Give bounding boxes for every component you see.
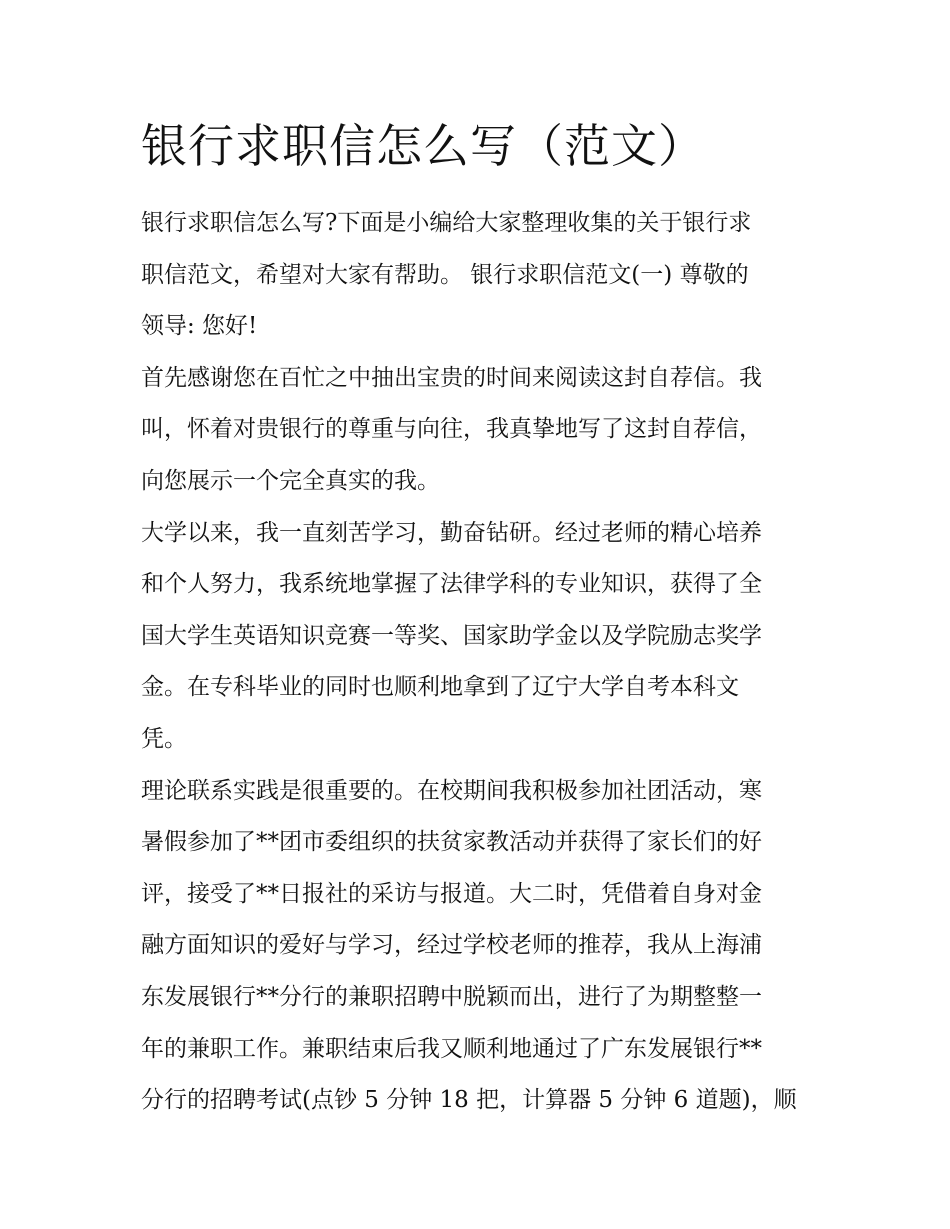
text-line: 银行求职信怎么写?下面是小编给大家整理收集的关于银行求 [141, 210, 752, 236]
paragraph-intro [141, 198, 813, 353]
text-line: 评，接受了**日报社的采访与报道。大二时，凭借着自身对金 [141, 880, 762, 907]
text-line: 和个人努力，我系统地掌握了法律学科的专业知识，获得了全 [141, 571, 762, 598]
text-line: 分行的招聘考试(点钞 5 分钟 18 把，计算器 5 分钟 6 道题)，顺 [141, 1087, 797, 1114]
text-line: 叫，怀着对贵银行的尊重与向往，我真挚地写了这封自荐信， [141, 416, 762, 443]
text-line: 大学以来，我一直刻苦学习，勤奋钻研。经过老师的精心培养 [141, 519, 762, 546]
paragraph-practice [141, 766, 813, 1127]
text-line: 国大学生英语知识竞赛一等奖、国家助学金以及学院励志奖学 [141, 622, 762, 649]
text-line: 融方面知识的爱好与学习，经过学校老师的推荐，我从上海浦 [141, 932, 762, 959]
text-line: 理论联系实践是很重要的。在校期间我积极参加社团活动，寒 [141, 777, 762, 804]
text-line: 职信范文，希望对大家有帮助。 银行求职信范文(一) 尊敬的 [141, 261, 749, 288]
text-line: 领导: 您好! [141, 313, 258, 340]
text-line: 首先感谢您在百忙之中抽出宝贵的时间来阅读这封自荐信。我 [141, 364, 762, 391]
text-line: 凭。 [141, 725, 187, 752]
text-line: 年的兼职工作。兼职结束后我又顺利地通过了广东发展银行** [141, 1035, 762, 1062]
document-title: 银行求职信怎么写（范文） [141, 119, 705, 173]
document-body [141, 198, 813, 1127]
text-line: 金。在专科毕业的同时也顺利地拿到了辽宁大学自考本科文 [141, 674, 739, 701]
text-line: 东发展银行**分行的兼职招聘中脱颖而出，进行了为期整整一 [141, 983, 762, 1010]
paragraph-education [141, 508, 813, 766]
text-line: 暑假参加了**团市委组织的扶贫家教活动并获得了家长们的好 [141, 829, 762, 856]
paragraph-greeting [141, 353, 813, 508]
text-line: 向您展示一个完全真实的我。 [141, 467, 440, 494]
